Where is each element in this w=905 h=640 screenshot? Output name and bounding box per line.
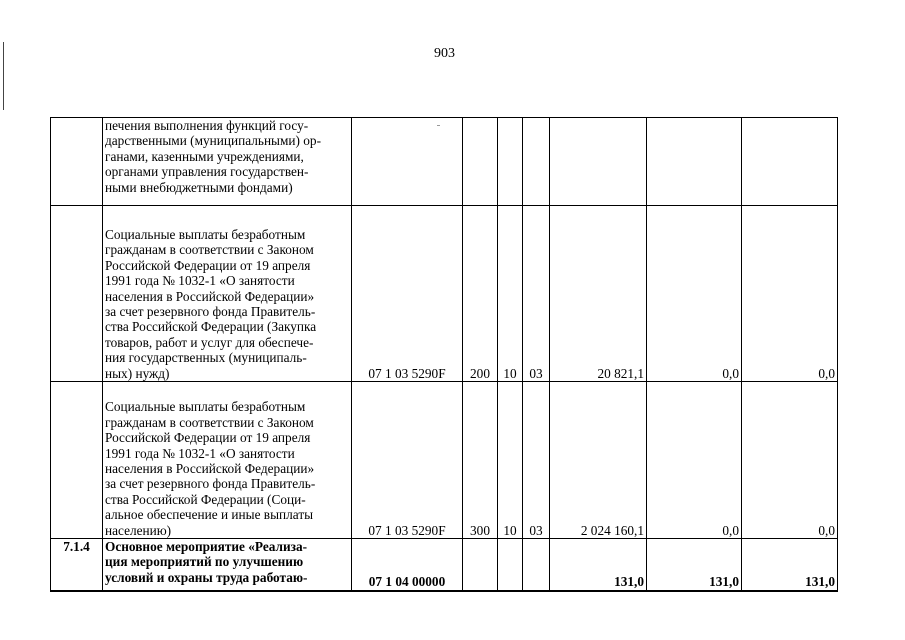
description-line: гражданам в соответствии с Законом bbox=[105, 242, 314, 258]
row-description bbox=[103, 539, 352, 591]
description-line: дарственными (муниципальными) ор- bbox=[105, 133, 321, 149]
target-article-code: 07 1 03 5290F bbox=[352, 382, 463, 539]
amount-year-3: 131,0 bbox=[742, 539, 838, 591]
table-row bbox=[51, 206, 838, 382]
description-line: 1991 года № 1032-1 «О занятости bbox=[105, 445, 295, 461]
description-line: органами управления государствен- bbox=[105, 164, 309, 180]
description-line: условий и охраны труда работаю- bbox=[105, 569, 308, 585]
description-line: ция мероприятий по улучшению bbox=[105, 554, 304, 570]
description-line: за счет резервного фонда Правитель- bbox=[105, 303, 316, 319]
description-line: населению) bbox=[105, 522, 172, 538]
amount-year-2 bbox=[647, 118, 742, 206]
row-number bbox=[51, 118, 103, 206]
table-row bbox=[51, 539, 838, 591]
description-line: Социальные выплаты безработным bbox=[105, 226, 306, 242]
subsection-code: 03 bbox=[523, 206, 550, 382]
description-line: печения выполнения функций госу- bbox=[105, 118, 309, 133]
amount-year-3: 0,0 bbox=[742, 382, 838, 539]
description-line: населения в Российской Федерации» bbox=[105, 288, 315, 304]
row-description bbox=[103, 206, 352, 382]
amount-year-2: 0,0 bbox=[647, 382, 742, 539]
expense-type-code bbox=[463, 118, 498, 206]
description-line: 1991 года № 1032-1 «О занятости bbox=[105, 273, 295, 289]
expense-type-code bbox=[463, 539, 498, 591]
description-line: ства Российской Федерации (Соци- bbox=[105, 491, 306, 507]
description-line: ных) нужд) bbox=[105, 365, 170, 381]
description-line: Социальные выплаты безработным bbox=[105, 399, 306, 415]
subsection-code bbox=[523, 539, 550, 591]
amount-year-1: 20 821,1 bbox=[550, 206, 647, 382]
row-description bbox=[103, 118, 352, 206]
subsection-code: 03 bbox=[523, 382, 550, 539]
table-row bbox=[51, 382, 838, 539]
description-line: Основное мероприятие «Реализа- bbox=[105, 539, 308, 554]
table-row bbox=[51, 118, 838, 206]
row-number: 7.1.4 bbox=[51, 539, 103, 591]
section-code: 10 bbox=[498, 382, 523, 539]
amount-year-3 bbox=[742, 118, 838, 206]
amount-year-2: 131,0 bbox=[647, 539, 742, 591]
description-line: Российской Федерации от 19 апреля bbox=[105, 430, 311, 446]
description-line: альное обеспечение и иные выплаты bbox=[105, 507, 314, 523]
subsection-code bbox=[523, 118, 550, 206]
target-article-code: 07 1 04 00000 bbox=[352, 539, 463, 591]
expense-type-code: 300 bbox=[463, 382, 498, 539]
description-line: за счет резервного фонда Правитель- bbox=[105, 476, 316, 492]
description-line: населения в Российской Федерации» bbox=[105, 460, 315, 476]
description-line: товаров, работ и услуг для обеспече- bbox=[105, 334, 314, 350]
description-line: ния государственных (муниципаль- bbox=[105, 350, 307, 366]
budget-table bbox=[50, 117, 838, 592]
amount-year-1: 131,0 bbox=[550, 539, 647, 591]
description-line: Российской Федерации от 19 апреля bbox=[105, 257, 311, 273]
section-code bbox=[498, 118, 523, 206]
description-line: ными внебюджетными фондами) bbox=[105, 179, 293, 195]
expense-type-code: 200 bbox=[463, 206, 498, 382]
page-number: 903 bbox=[434, 46, 455, 61]
description-line: ганами, казенными учреждениями, bbox=[105, 148, 304, 164]
section-code bbox=[498, 539, 523, 591]
section-code: 10 bbox=[498, 206, 523, 382]
target-article-code: 07 1 03 5290F bbox=[352, 206, 463, 382]
description-line: ства Российской Федерации (Закупка bbox=[105, 319, 317, 335]
row-number bbox=[51, 382, 103, 539]
amount-year-3: 0,0 bbox=[742, 206, 838, 382]
row-number bbox=[51, 206, 103, 382]
row-description bbox=[103, 382, 352, 539]
amount-year-2: 0,0 bbox=[647, 206, 742, 382]
description-line: гражданам в соответствии с Законом bbox=[105, 414, 314, 430]
amount-year-1: 2 024 160,1 bbox=[550, 382, 647, 539]
amount-year-1 bbox=[550, 118, 647, 206]
target-article-code bbox=[352, 118, 463, 206]
